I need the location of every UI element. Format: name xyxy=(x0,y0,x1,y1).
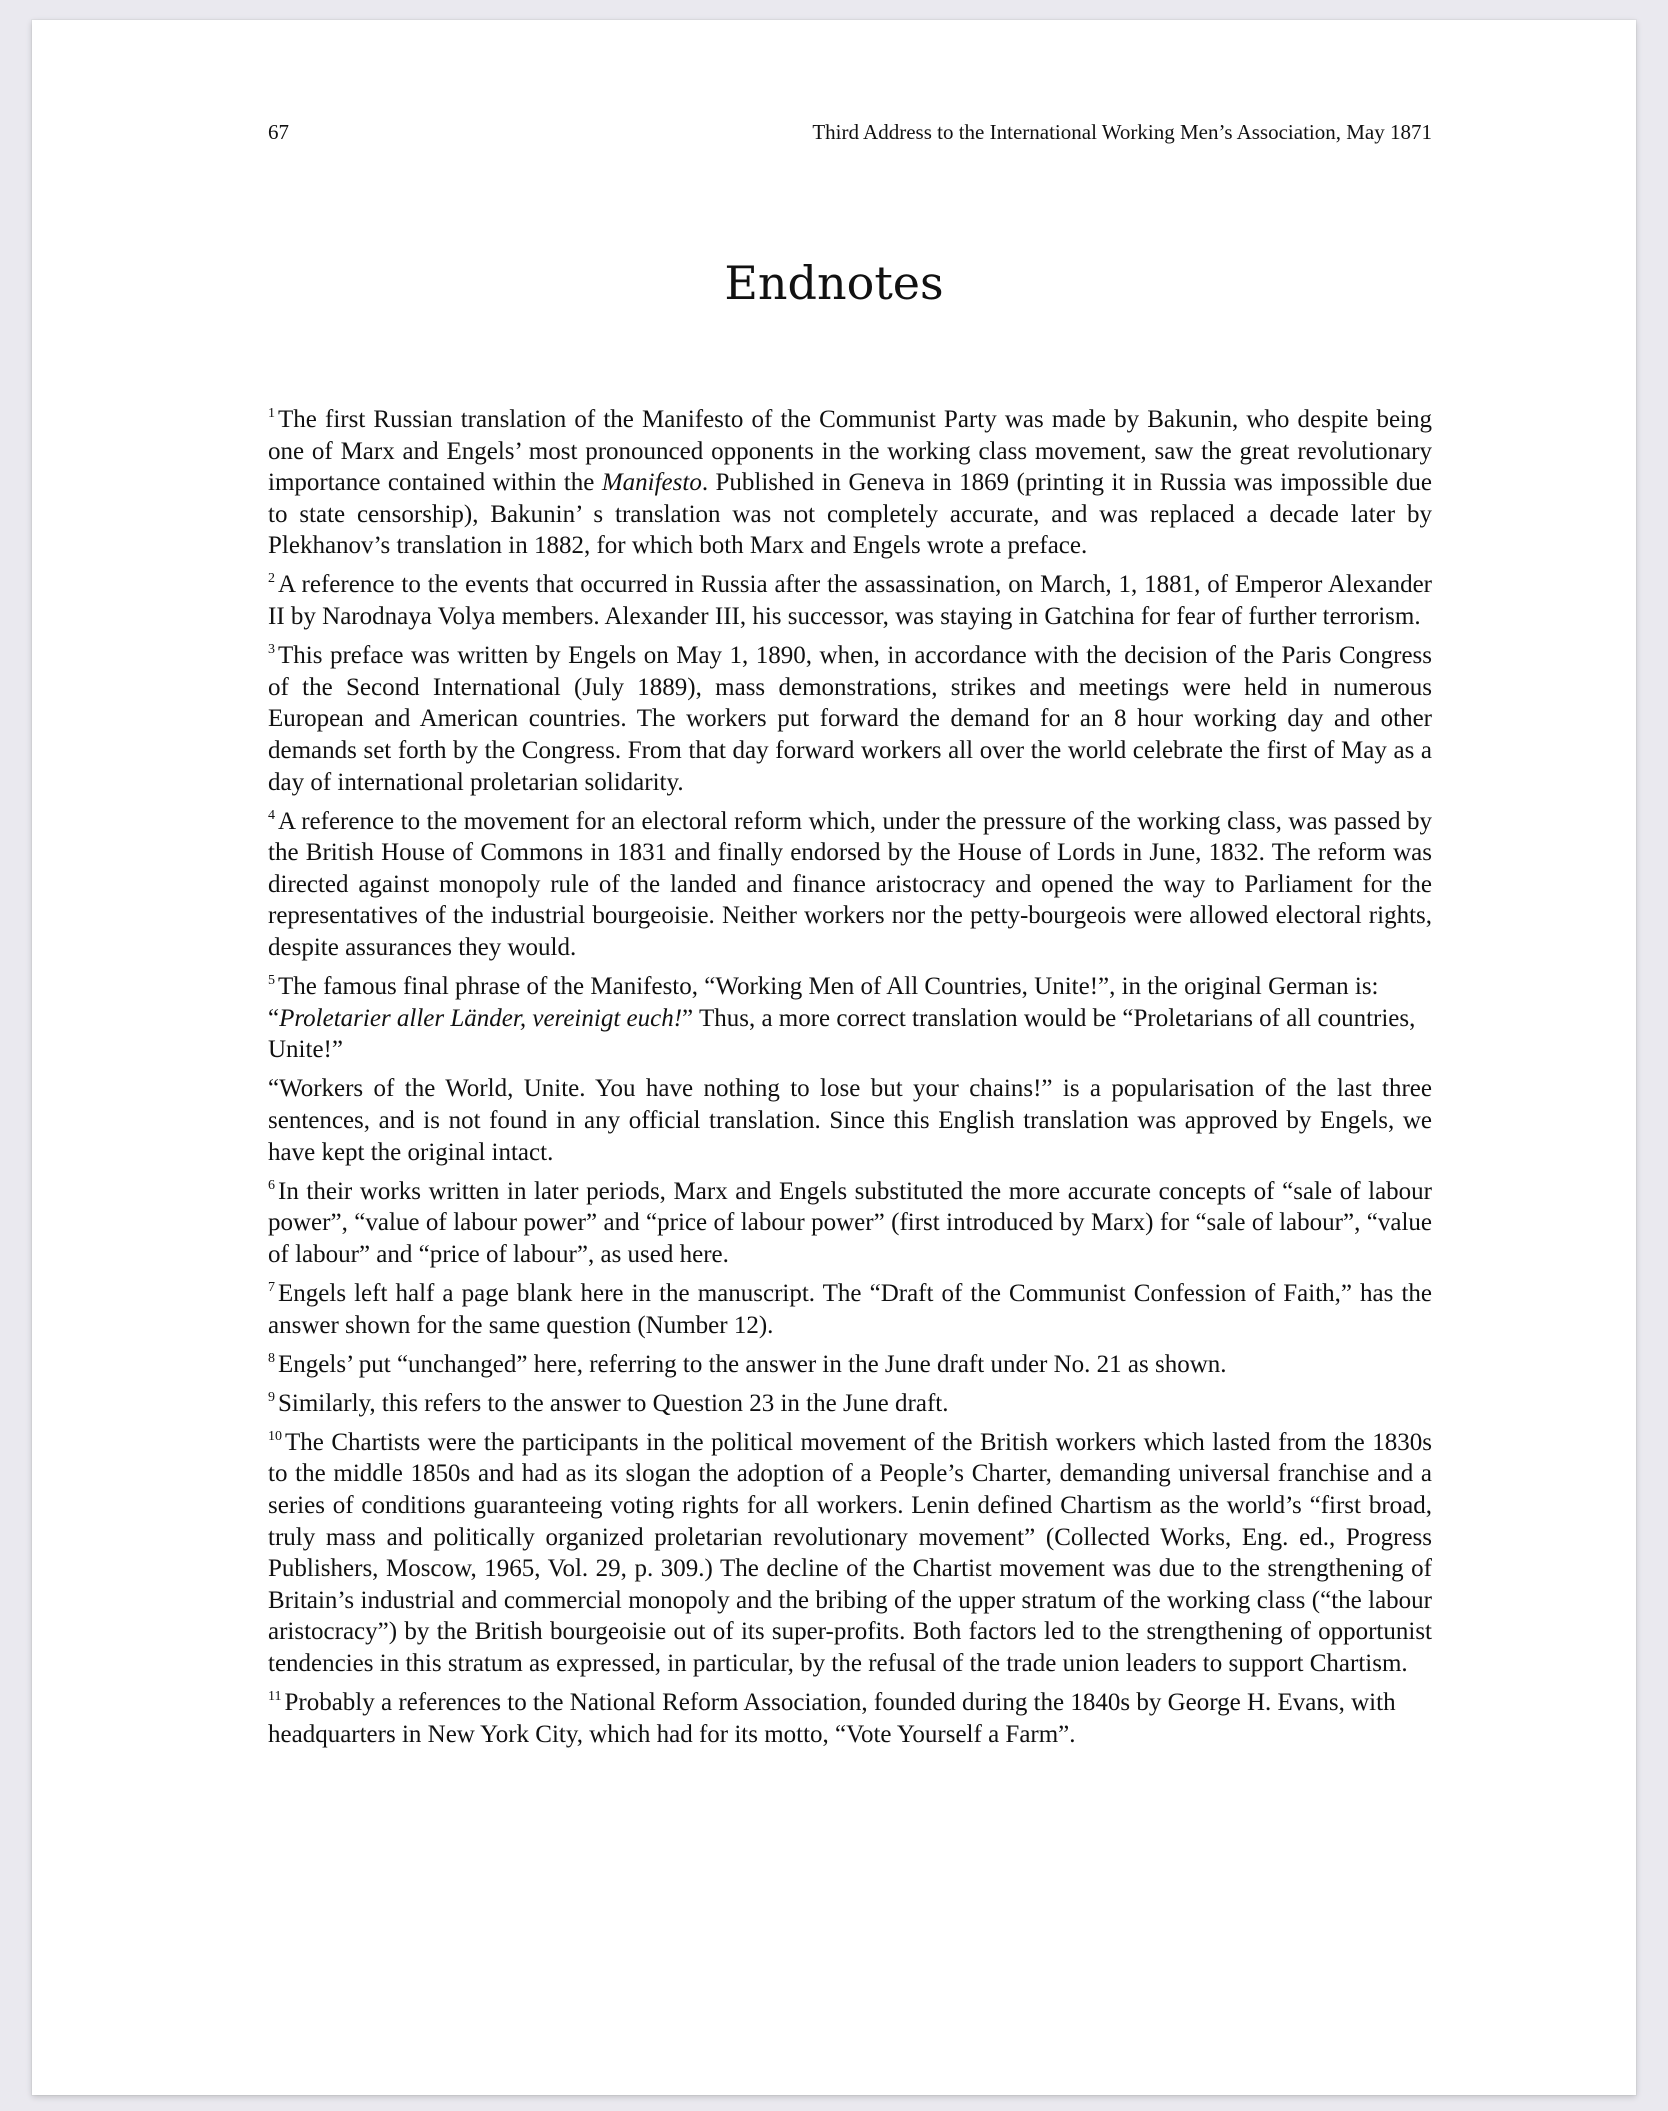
page-header xyxy=(268,120,1432,150)
endnote-number: 2 xyxy=(268,571,275,587)
endnote-number: 1 xyxy=(268,406,275,421)
endnote-5 xyxy=(268,971,1432,1066)
endnote-text: The Chartists were the participants in the political movement of the British workers which lasted from the 1830s to the middle 1850s and had as its slogan the adoption of a People’s Charter, demanding universal franchise and a series of conditions guaranteeing voting rights for all workers. Lenin defined Chartism as the world’s “first broad, truly mass and politically organized proletarian revolutionary movement” (Collected Works, Eng. ed., Progress Publishers, Moscow, 1965, Vol. 29, p. 309.) The decline of the Chartist movement was due to the strengthening of Britain’s industrial and commercial monopoly and the bribing of the upper stratum of the working class (“the labour aristocracy”) by the British bourgeoisie out of its super-profits. Both factors led to the strengthening of opportunist tendencies in this stratum as expressed, in particular, by the refusal of the trade union leaders to support Chartism. xyxy=(268,1428,1432,1677)
endnote-italic-text: Manifesto xyxy=(601,469,702,497)
endnote-text: . Published in Geneva in 1869 (printing it in Russia was impossible due to state censorship), Bakunin’ s translation was not completely accurate, and was replaced a decade later by Plekhanov’s translation in 1882, for which both Marx and Engels wrote a preface. xyxy=(268,469,1432,560)
endnote-number: 11 xyxy=(268,1689,282,1705)
endnote-text: This preface was written by Engels on May 1, 1890, when, in accordance with the decision of the Paris Congress of the Second International (July 1889), mass demonstrations, strikes and meetings were held in numerous European and American countries. The workers put forward the demand for an 8 hour working day and other demands set forth by the Congress. From that day forward workers all over the world celebrate the first of May as a day of international proletarian solidarity. xyxy=(268,642,1432,796)
endnote-number: 7 xyxy=(268,1279,275,1295)
endnote-11 xyxy=(268,1687,1432,1750)
endnote-number: 6 xyxy=(268,1177,275,1193)
endnote-7 xyxy=(268,1278,1432,1341)
endnote-text: “Workers of the World, Unite. You have nothing to lose but your chains!” is a popularisation of the last three sentences, and is not found in any official translation. Since this English translation was approved by Engels, we have kept the original intact. xyxy=(268,1075,1432,1166)
endnote-text: A reference to the events that occurred in Russia after the assassination, on March, 1, 1881, of Emperor Alexander II by Narodnaya Volya members. Alexander III, his successor, was staying in Gatchina for fear of further terrorism. xyxy=(268,571,1432,631)
endnote-text: Engels’ put “unchanged” here, referring to the answer in the June draft under No. 21 as shown. xyxy=(278,1350,1227,1378)
endnote-text: The famous final phrase of the Manifesto, “Working Men of All Countries, Unite!”, in the original German is: “ xyxy=(268,973,1379,1032)
endnote-1 xyxy=(268,404,1432,562)
endnote-8 xyxy=(268,1349,1432,1381)
endnote-text: In their works written in later periods, Marx and Engels substituted the more accurate concepts of “sale of labour power”, “value of labour power” and “price of labour power” (first introduced by Marx) for “sale of labour”, “value of labour” and “price of labour”, as used here. xyxy=(268,1177,1432,1268)
endnote-number: 9 xyxy=(268,1389,275,1405)
endnote-number: 10 xyxy=(268,1428,282,1444)
endnote-text: Probably a references to the National Reform Association, founded during the 1840s by George H. Evans, with headquarters in New York City, which had for its motto, “Vote Yourself a Farm”. xyxy=(268,1689,1396,1748)
endnote-6 xyxy=(268,1176,1432,1271)
page-number: 67 xyxy=(268,120,289,144)
endnote-number: 4 xyxy=(268,807,275,823)
endnote-text: Engels left half a page blank here in the manuscript. The “Draft of the Communist Confession of Faith,” has the answer shown for the same question (Number 12). xyxy=(268,1279,1432,1339)
endnote-9 xyxy=(268,1388,1432,1420)
endnote-number: 3 xyxy=(268,642,275,658)
document-page xyxy=(32,20,1636,2095)
endnote-italic-text: Proletarier aller Länder, vereinigt euch! xyxy=(279,1004,683,1032)
endnote-4 xyxy=(268,806,1432,964)
endnotes-list xyxy=(268,404,1432,1758)
endnote-text: Similarly, this refers to the answer to Question 23 in the June draft. xyxy=(278,1389,949,1417)
running-title: Third Address to the International Working Men’s Association, May 1871 xyxy=(812,120,1432,144)
endnote-continuation xyxy=(268,1073,1432,1168)
endnote-text: ” Thus, a more correct translation would be “Proletarians of all countries, Unite!” xyxy=(268,1004,1416,1064)
endnote-number: 5 xyxy=(268,973,275,989)
endnote-3 xyxy=(268,640,1432,798)
page-title: Endnotes xyxy=(724,256,944,310)
endnote-10 xyxy=(268,1427,1432,1680)
endnote-text: A reference to the movement for an electoral reform which, under the pressure of the working class, was passed by the British House of Commons in 1831 and finally endorsed by the House of Lords in June, 1832. The reform was directed against monopoly rule of the landed and finance aristocracy and opened the way to Parliament for the representatives of the industrial bourgeoisie. Neither workers nor the petty-bourgeois were allowed electoral rights, despite assurances they would. xyxy=(268,807,1432,961)
endnote-number: 8 xyxy=(268,1350,275,1366)
endnote-text: The first Russian translation of the Manifesto of the Communist Party was made by Bakunin, who despite being one of Marx and Engels’ most pronounced opponents in the working class movement, saw the great revolutionary importance contained within the xyxy=(268,406,1432,497)
endnote-2 xyxy=(268,569,1432,632)
